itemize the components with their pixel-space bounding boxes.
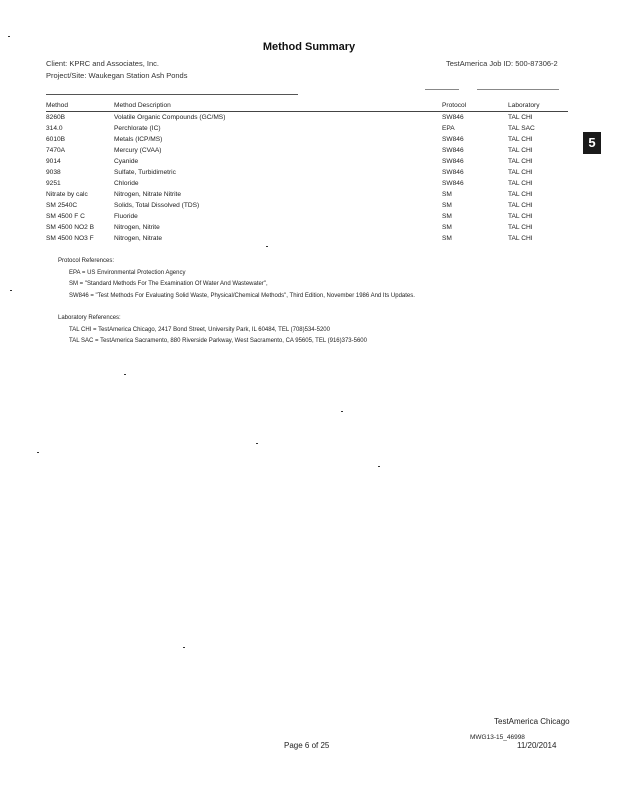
table-row bbox=[46, 211, 568, 222]
scan-speck bbox=[10, 290, 12, 291]
cell-method: 7470A bbox=[46, 147, 66, 154]
table-row bbox=[46, 167, 568, 178]
scan-speck bbox=[8, 36, 10, 37]
laboratory-reference-item: TAL SAC = TestAmerica Sacramento, 880 Riverside Parkway, West Sacramento, CA 95605, TEL (916)373-5600 bbox=[69, 338, 367, 344]
cell-description: Solids, Total Dissolved (TDS) bbox=[114, 202, 200, 209]
cell-laboratory: TAL CHI bbox=[508, 158, 533, 165]
table-row bbox=[46, 134, 568, 145]
cell-laboratory: TAL SAC bbox=[508, 125, 535, 132]
header-rule-left bbox=[46, 94, 298, 95]
cell-method: SM 2540C bbox=[46, 202, 78, 209]
table-row bbox=[46, 233, 568, 244]
protocol-references bbox=[58, 256, 415, 302]
cell-method: SM 4500 NO2 B bbox=[46, 224, 95, 231]
scan-speck bbox=[341, 411, 343, 412]
laboratory-reference-item: TAL CHI = TestAmerica Chicago, 2417 Bond Street, University Park, IL 60484, TEL (708)534-5200 bbox=[69, 326, 330, 333]
footer-date: 11/20/2014 bbox=[517, 741, 557, 750]
method-table bbox=[46, 101, 568, 244]
col-protocol-header: Protocol bbox=[442, 101, 508, 112]
protocol-references-heading: Protocol References: bbox=[58, 258, 115, 264]
protocol-reference-item: SM = "Standard Methods For The Examination Of Water And Wastewater", bbox=[69, 281, 268, 287]
protocol-reference-item: EPA = US Environmental Protection Agency bbox=[69, 269, 186, 276]
cell-laboratory: TAL CHI bbox=[508, 202, 533, 209]
cell-protocol: SW846 bbox=[442, 169, 464, 176]
footer-page-number: Page 6 of 25 bbox=[284, 741, 330, 750]
scan-speck bbox=[37, 452, 39, 453]
cell-protocol: SM bbox=[442, 235, 452, 242]
cell-protocol: SW846 bbox=[442, 114, 464, 121]
col-description-header: Method Description bbox=[114, 101, 442, 112]
cell-protocol: SM bbox=[442, 202, 452, 209]
header-rule-right-a bbox=[425, 89, 459, 90]
table-header-row bbox=[46, 101, 568, 112]
table-row bbox=[46, 112, 568, 124]
cell-laboratory: TAL CHI bbox=[508, 213, 533, 220]
header-rule-right-b bbox=[477, 89, 559, 90]
cell-protocol: SM bbox=[442, 213, 452, 220]
cell-protocol: EPA bbox=[442, 125, 455, 132]
cell-description: Metals (ICP/MS) bbox=[114, 136, 163, 143]
scan-speck bbox=[378, 466, 380, 467]
cell-method: Nitrate by calc bbox=[46, 191, 88, 198]
cell-description: Perchlorate (IC) bbox=[114, 125, 161, 132]
cell-method: SM 4500 F C bbox=[46, 213, 85, 220]
protocol-reference-item: SW846 = "Test Methods For Evaluating Solid Waste, Physical/Chemical Methods", Third Edition, November 1986 And Its Updates. bbox=[69, 292, 415, 299]
cell-laboratory: TAL CHI bbox=[508, 191, 533, 198]
cell-laboratory: TAL CHI bbox=[508, 147, 533, 154]
cell-description: Sulfate, Turbidimetric bbox=[114, 169, 176, 176]
scan-speck bbox=[183, 647, 185, 648]
cell-laboratory: TAL CHI bbox=[508, 180, 533, 187]
cell-description: Nitrogen, Nitrate Nitrite bbox=[114, 191, 182, 198]
laboratory-references-heading: Laboratory References: bbox=[58, 315, 121, 321]
table-row bbox=[46, 189, 568, 200]
cell-description: Nitrogen, Nitrite bbox=[114, 224, 160, 231]
cell-description: Nitrogen, Nitrate bbox=[114, 235, 163, 242]
client-name: Client: KPRC and Associates, Inc. bbox=[46, 59, 159, 68]
cell-laboratory: TAL CHI bbox=[508, 235, 533, 242]
cell-laboratory: TAL CHI bbox=[508, 169, 533, 176]
cell-protocol: SW846 bbox=[442, 158, 464, 165]
cell-description: Mercury (CVAA) bbox=[114, 147, 162, 154]
footer-doc-id: MWG13-15_46998 bbox=[470, 734, 525, 741]
cell-method: 9014 bbox=[46, 158, 61, 165]
cell-method: 9251 bbox=[46, 180, 61, 187]
scan-speck bbox=[124, 374, 126, 375]
col-method-header: Method bbox=[46, 101, 114, 112]
cell-protocol: SW846 bbox=[442, 147, 464, 154]
laboratory-references bbox=[58, 313, 367, 348]
cell-protocol: SW846 bbox=[442, 180, 464, 187]
cell-protocol: SM bbox=[442, 224, 452, 231]
table-row bbox=[46, 123, 568, 134]
cell-method: 8260B bbox=[46, 114, 66, 121]
table-row bbox=[46, 178, 568, 189]
cell-description: Volatile Organic Compounds (GC/MS) bbox=[114, 114, 226, 121]
scan-speck bbox=[266, 246, 268, 247]
scan-speck bbox=[256, 443, 258, 444]
project-site: Project/Site: Waukegan Station Ash Ponds bbox=[46, 71, 188, 80]
table-row bbox=[46, 222, 568, 233]
section-tab: 5 bbox=[583, 132, 601, 154]
job-id: TestAmerica Job ID: 500-87306-2 bbox=[446, 59, 558, 68]
cell-method: 6010B bbox=[46, 136, 66, 143]
cell-protocol: SW846 bbox=[442, 136, 464, 143]
cell-method: 314.0 bbox=[46, 125, 63, 132]
cell-protocol: SM bbox=[442, 191, 452, 198]
cell-method: SM 4500 NO3 F bbox=[46, 235, 94, 242]
cell-description: Fluoride bbox=[114, 213, 138, 220]
cell-laboratory: TAL CHI bbox=[508, 136, 533, 143]
footer-lab-name: TestAmerica Chicago bbox=[494, 717, 570, 726]
cell-method: 9038 bbox=[46, 169, 61, 176]
cell-laboratory: TAL CHI bbox=[508, 224, 533, 231]
table-row bbox=[46, 200, 568, 211]
cell-description: Chloride bbox=[114, 180, 139, 187]
page-title: Method Summary bbox=[262, 41, 356, 53]
table-row bbox=[46, 145, 568, 156]
table-row bbox=[46, 156, 568, 167]
cell-laboratory: TAL CHI bbox=[508, 114, 533, 121]
col-laboratory-header: Laboratory bbox=[508, 101, 568, 112]
cell-description: Cyanide bbox=[114, 158, 139, 165]
